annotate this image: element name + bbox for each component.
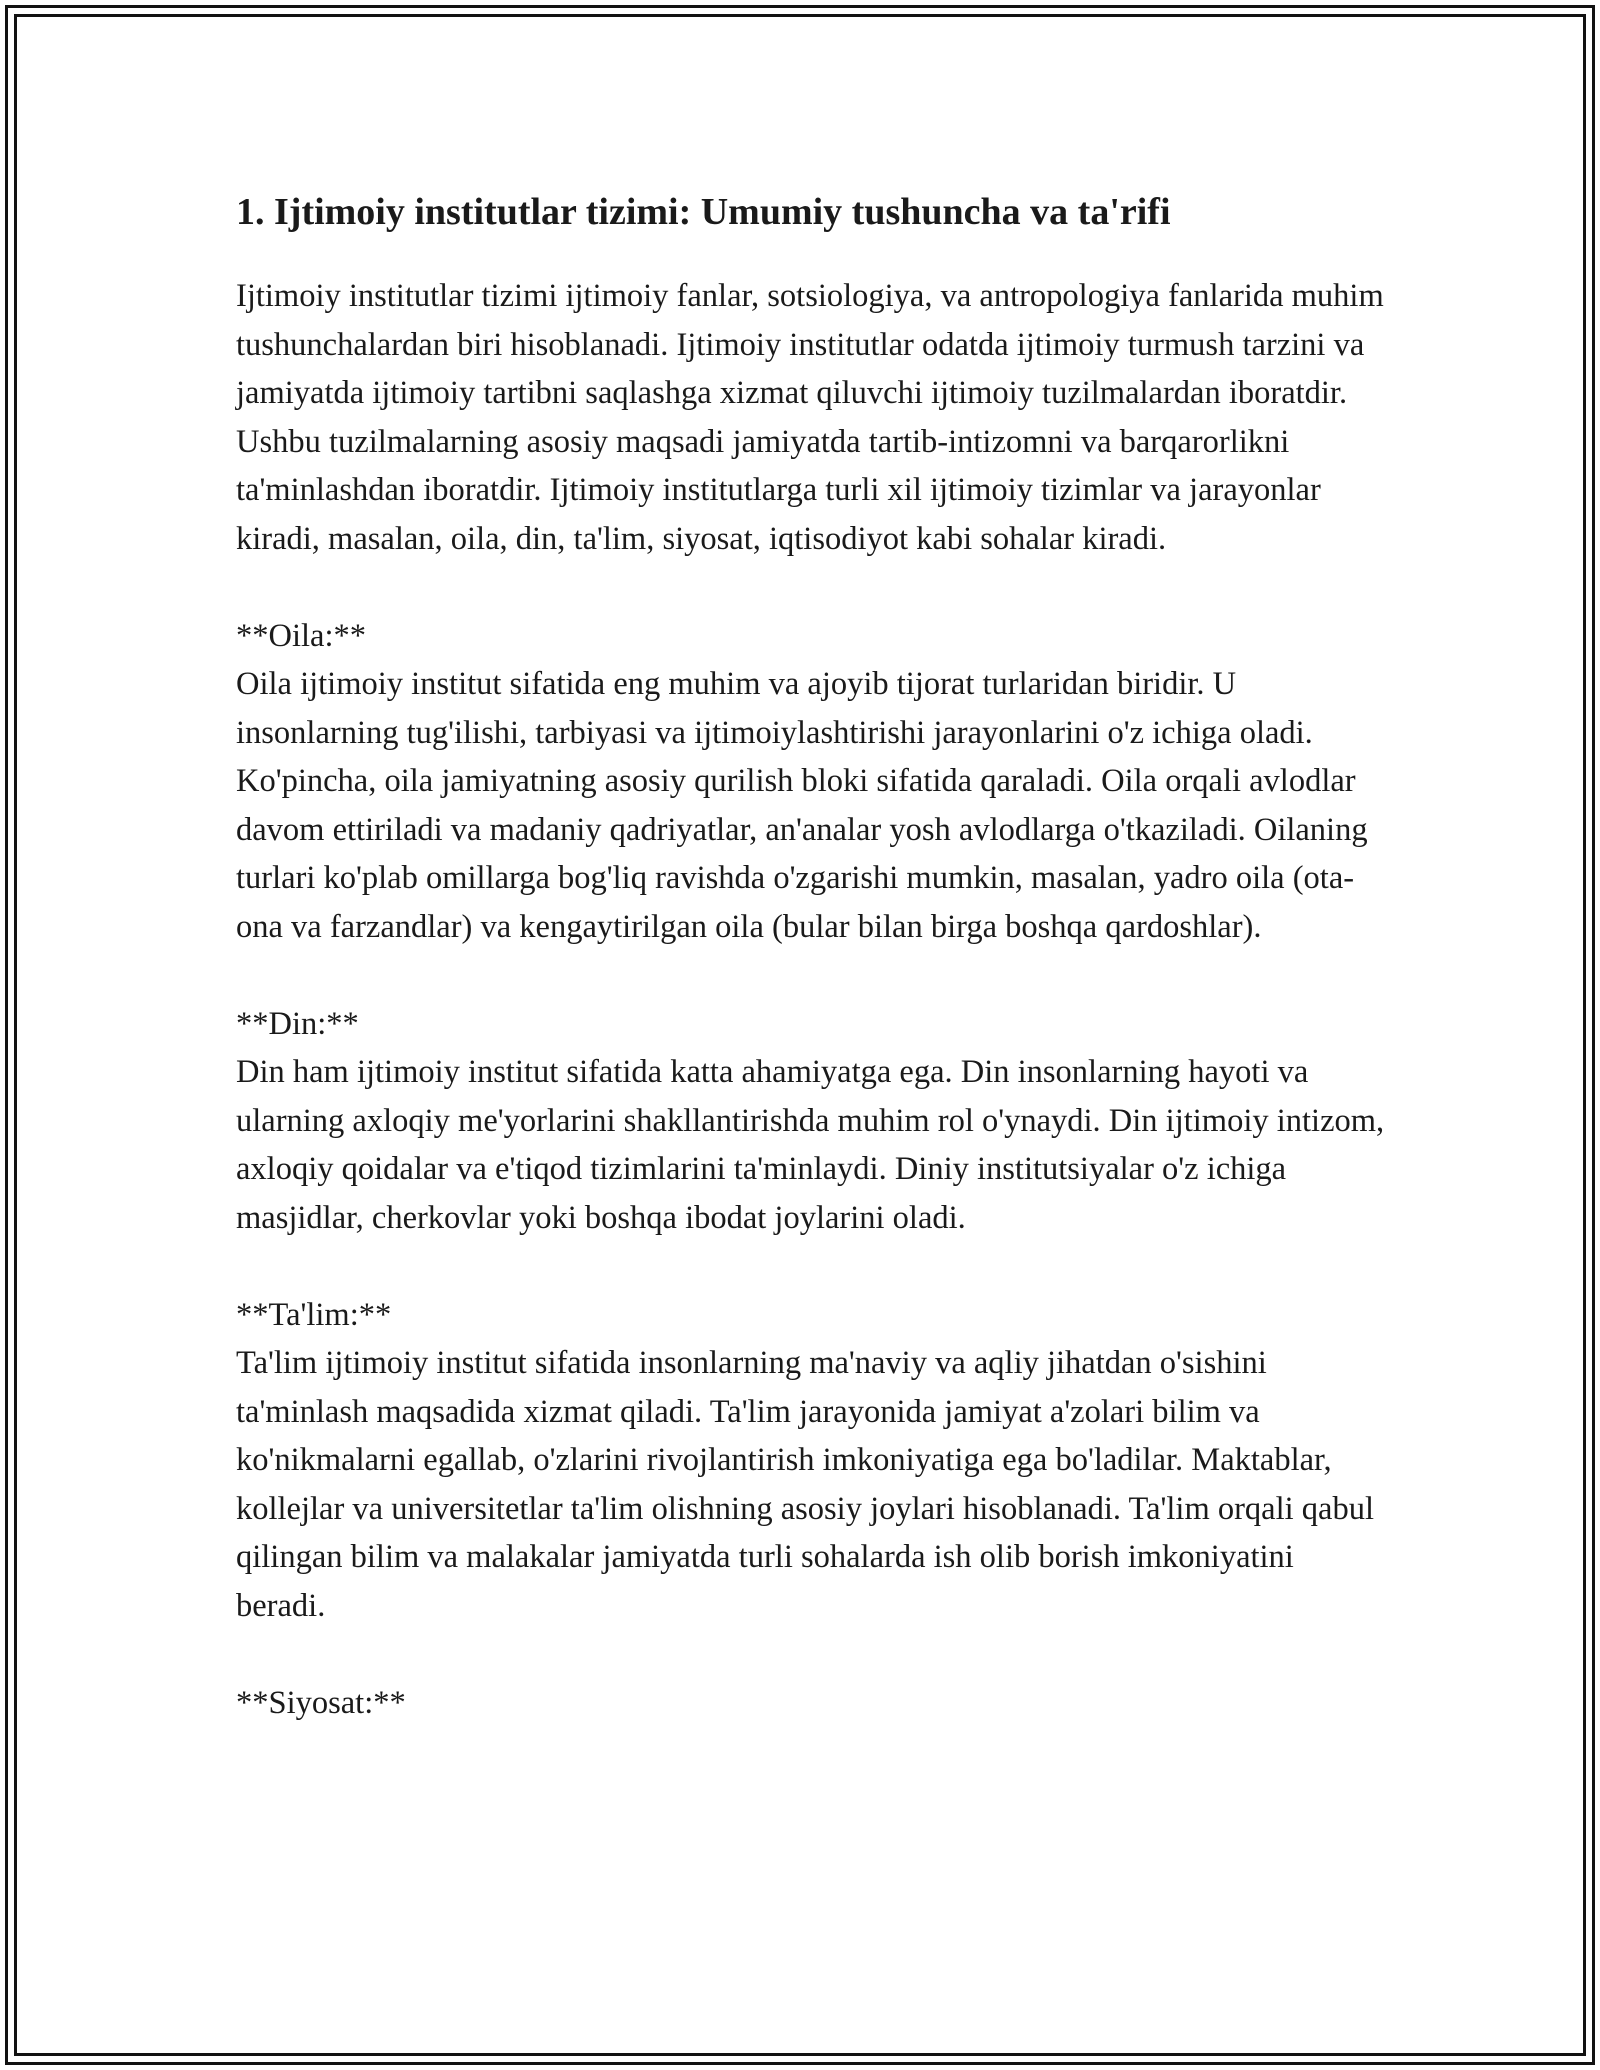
document-page <box>236 182 1386 1727</box>
section-label-din: **Din:** <box>236 1005 359 1042</box>
section-label-siyosat: **Siyosat:** <box>236 1684 406 1721</box>
intro-paragraph: Ijtimoiy institutlar tizimi ijtimoiy fanlar, sotsiologiya, va antropologiya fanlarida muhim tushunchalardan biri hisoblanadi. Ijtimoiy institutlar odatda ijtimoiy turmush tarzini va jamiyatda ijtimoiy tartibni saqlashga xizmat qiluvchi ijtimoiy tuzilmalardan iboratdir. Ushbu tuzilmalarning asosiy maqsadi jamiyatda tartib-intizomni va barqarorlikni ta'minlashdan iboratdir. Ijtimoiy institutlarga turli xil ijtimoiy tizimlar va jarayonlar kiradi, masalan, oila, din, ta'lim, siyosat, iqtisodiyot kabi sohalar kiradi. <box>236 278 1384 557</box>
section-talim <box>236 1291 1386 1631</box>
section-din <box>236 1000 1386 1243</box>
section-label-oila: **Oila:** <box>236 617 366 654</box>
section-text-talim: Ta'lim ijtimoiy institut sifatida insonlarning ma'naviy va aqliy jihatdan o'sishini ta'minlash maqsadida xizmat qiladi. Ta'lim jarayonida jamiyat a'zolari bilim va ko'nikmalarni egallab, o'zlarini rivojlantirish imkoniyatiga ega bo'ladilar. Maktablar, kollejlar va universitetlar ta'lim olishning asosiy joylari hisoblanadi. Ta'lim orqali qabul qilingan bilim va malakalar jamiyatda turli sohalarda ish olib borish imkoniyatini beradi. <box>236 1345 1374 1624</box>
paragraph-gap <box>236 563 1386 612</box>
section-siyosat <box>236 1679 1386 1728</box>
section-text-oila: Oila ijtimoiy institut sifatida eng muhim va ajoyib tijorat turlaridan biridir. U insonlarning tug'ilishi, tarbiyasi va ijtimoiylashtirishi jarayonlarini o'z ichiga oladi. Ko'pincha, oila jamiyatning asosiy qurilish bloki sifatida qaraladi. Oila orqali avlodlar davom ettiriladi va madaniy qadriyatlar, an'analar yosh avlodlarga o'tkaziladi. Oilaning turlari ko'plab omillarga bog'liq ravishda o'zgarishi mumkin, masalan, yadro oila (ota-ona va farzandlar) va kengaytirilgan oila (bular bilan birga boshqa qardoshlar). <box>236 666 1368 945</box>
section-heading: 1. Ijtimoiy institutlar tizimi: Umumiy tushuncha va ta'rifi <box>236 191 1171 233</box>
section-text-din: Din ham ijtimoiy institut sifatida katta ahamiyatga ega. Din insonlarning hayoti va ularning axloqiy me'yorlarini shakllantirishda muhim rol o'ynaydi. Din ijtimoiy intizom, axloqiy qoidalar va e'tiqod tizimlarini ta'minlaydi. Diniy institutsiyalar o'z ichiga masjidlar, cherkovlar yoki boshqa ibodat joylarini oladi. <box>236 1054 1385 1236</box>
paragraph-gap <box>236 951 1386 1000</box>
paragraph-gap <box>236 1242 1386 1291</box>
section-label-talim: **Ta'lim:** <box>236 1296 392 1333</box>
paragraph-gap <box>236 1630 1386 1679</box>
section-oila <box>236 612 1386 952</box>
